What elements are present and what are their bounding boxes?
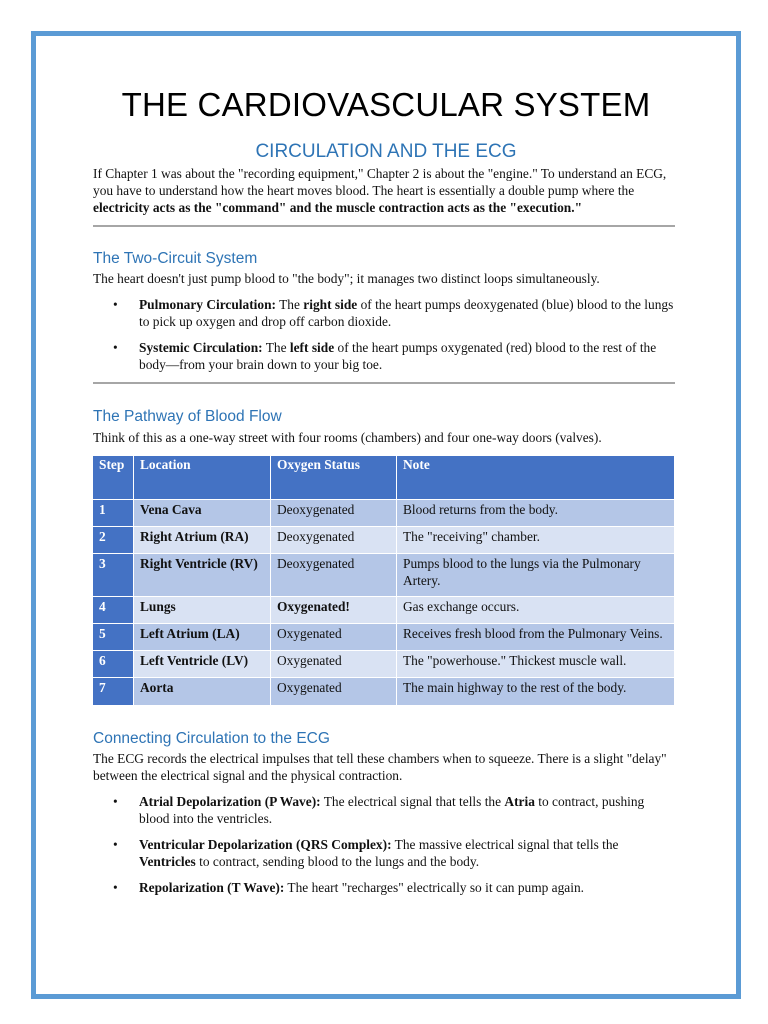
bullet-text: of the heart pumps deoxygenated (blue) blood to the lungs to pick up oxygen and drop off carbon dioxide. (139, 297, 674, 329)
ecg-lead: The ECG records the electrical impulses that tell these chambers when to squeeze. There is a slight "delay" between the electrical signal and the physical contraction. (93, 751, 667, 783)
bullet-text: The heart "recharges" electrically so it can pump again. (284, 880, 585, 895)
location-cell: Aorta (134, 678, 271, 705)
bullet-icon: • (113, 340, 118, 355)
location-cell: Vena Cava (134, 500, 271, 527)
oxygen-cell: Oxygenated (271, 678, 397, 705)
pathway-lead: Think of this as a one-way street with four rooms (chambers) and four one-way doors (valves). (93, 430, 602, 445)
step-cell: 6 (93, 651, 134, 678)
intro-text: If Chapter 1 was about the "recording equipment," Chapter 2 is about the "engine." To understand an ECG, you have to understand how the heart moves blood. The heart is essentially a double pump where the (93, 166, 667, 198)
note-cell: The main highway to the rest of the body. (397, 678, 675, 705)
column-header-location: Location (134, 456, 271, 500)
table-row (93, 554, 675, 597)
bullet-emphasis: Ventricles (139, 854, 196, 869)
note-cell: Receives fresh blood from the Pulmonary Veins. (397, 624, 675, 651)
oxygen-cell: Oxygenated (271, 651, 397, 678)
oxygen-cell: Deoxygenated (271, 554, 397, 597)
step-cell: 5 (93, 624, 134, 651)
bullet-icon: • (113, 837, 118, 852)
bullet-text: The (262, 340, 290, 355)
bullet-emphasis: left side (289, 340, 335, 355)
bullet-label: Repolarization (T Wave): (139, 880, 285, 895)
bullet-text: to contract, sending blood to the lungs and the body. (195, 854, 480, 869)
bullet-text: The (276, 297, 304, 312)
note-cell: Gas exchange occurs. (397, 597, 675, 624)
table-row (93, 651, 675, 678)
oxygen-cell: Deoxygenated (271, 527, 397, 554)
table-header-row (93, 456, 675, 500)
step-cell: 7 (93, 678, 134, 705)
note-cell: Pumps blood to the lungs via the Pulmonary Artery. (397, 554, 675, 597)
location-cell: Left Ventricle (LV) (134, 651, 271, 678)
bullet-text: of the heart pumps oxygenated (red) blood to the rest of the body—from your brain down to your big toe. (139, 340, 657, 372)
table-row (93, 624, 675, 651)
document-title: THE CARDIOVASCULAR SYSTEM (121, 86, 651, 123)
section-heading-ecg: Connecting Circulation to the ECG (93, 730, 330, 747)
table-row (93, 678, 675, 705)
step-cell: 1 (93, 500, 134, 527)
list-item-systemic (93, 339, 675, 373)
bullet-label: Systemic Circulation: (139, 340, 263, 355)
step-cell: 2 (93, 527, 134, 554)
bullet-label: Ventricular Depolarization (QRS Complex): (139, 837, 392, 852)
column-header-step: Step (93, 456, 134, 500)
bullet-icon: • (113, 880, 118, 895)
blood-flow-table (93, 456, 675, 705)
table-row (93, 597, 675, 624)
column-header-oxygen: Oxygen Status (271, 456, 397, 500)
bullet-emphasis: right side (303, 297, 358, 312)
bullet-icon: • (113, 794, 118, 809)
ecg-wave-list (93, 793, 675, 896)
bullet-icon: • (113, 297, 118, 312)
list-item-pulmonary (93, 296, 675, 330)
step-cell: 4 (93, 597, 134, 624)
intro-bold-text: electricity acts as the "command" and the muscle contraction acts as the "execution." (93, 200, 583, 215)
section-heading-pathway: The Pathway of Blood Flow (93, 408, 282, 425)
divider (93, 382, 675, 384)
note-cell: The "powerhouse." Thickest muscle wall. (397, 651, 675, 678)
section-heading-two-circuit: The Two-Circuit System (93, 250, 258, 267)
column-header-note: Note (397, 456, 675, 500)
circulation-list (93, 296, 675, 373)
location-cell: Left Atrium (LA) (134, 624, 271, 651)
location-cell: Right Ventricle (RV) (134, 554, 271, 597)
step-cell: 3 (93, 554, 134, 597)
two-circuit-lead: The heart doesn't just pump blood to "the body"; it manages two distinct loops simultaneously. (93, 271, 600, 286)
bullet-text: to contract, pushing blood into the ventricles. (139, 794, 645, 826)
bullet-label: Pulmonary Circulation: (139, 297, 277, 312)
divider (93, 225, 675, 227)
bullet-label: Atrial Depolarization (P Wave): (139, 794, 321, 809)
bullet-text: The massive electrical signal that tells the (391, 837, 619, 852)
note-cell: Blood returns from the body. (397, 500, 675, 527)
bullet-emphasis: Atria (504, 794, 535, 809)
table-row (93, 527, 675, 554)
table-row (93, 500, 675, 527)
oxygen-cell: Oxygenated! (271, 597, 397, 624)
bullet-text: The electrical signal that tells the (320, 794, 505, 809)
intro-paragraph (93, 165, 678, 216)
oxygen-cell: Deoxygenated (271, 500, 397, 527)
list-item-p-wave (93, 793, 675, 827)
list-item-qrs-complex (93, 836, 675, 870)
note-cell: The "receiving" chamber. (397, 527, 675, 554)
document-subtitle: CIRCULATION AND THE ECG (255, 141, 517, 162)
list-item-t-wave (93, 879, 675, 896)
location-cell: Lungs (134, 597, 271, 624)
location-cell: Right Atrium (RA) (134, 527, 271, 554)
oxygen-cell: Oxygenated (271, 624, 397, 651)
